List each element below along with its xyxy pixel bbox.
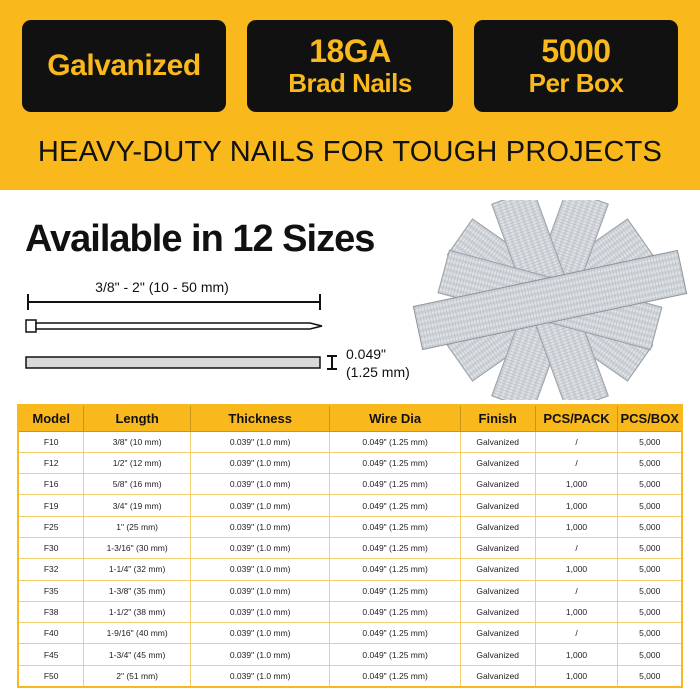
table-cell: 1-3/4" (45 mm) <box>84 644 191 665</box>
table-cell: / <box>535 537 618 558</box>
table-cell: 0.039" (1.0 mm) <box>190 623 330 644</box>
table-row <box>18 580 682 601</box>
badge-gauge-value: 18GA <box>309 33 391 69</box>
table-cell: 0.049" (1.25 mm) <box>330 452 460 473</box>
table-cell: 1-3/16" (30 mm) <box>84 537 191 558</box>
header-banner <box>0 0 700 190</box>
table-cell: F12 <box>18 452 84 473</box>
table-cell: 5,000 <box>618 474 682 495</box>
table-cell: 5,000 <box>618 516 682 537</box>
table-cell: 2" (51 mm) <box>84 665 191 686</box>
badge-gauge-label: Brad Nails <box>288 68 412 98</box>
tagline: HEAVY-DUTY NAILS FOR TOUGH PROJECTS <box>37 136 663 168</box>
table-body <box>18 431 682 687</box>
badge-finish <box>22 20 226 112</box>
table-cell: Galvanized <box>460 601 535 622</box>
table-cell: 0.049" (1.25 mm) <box>330 495 460 516</box>
column-header: Length <box>84 405 191 431</box>
table-cell: F45 <box>18 644 84 665</box>
table-cell: 0.039" (1.0 mm) <box>190 665 330 686</box>
table-cell: 1" (25 mm) <box>84 516 191 537</box>
table-cell: 5,000 <box>618 601 682 622</box>
table-cell: 5,000 <box>618 644 682 665</box>
table-cell: F50 <box>18 665 84 686</box>
table-cell: 0.039" (1.0 mm) <box>190 474 330 495</box>
table-cell: 0.049" (1.25 mm) <box>330 623 460 644</box>
table-cell: 5,000 <box>618 431 682 452</box>
table-cell: 5,000 <box>618 495 682 516</box>
nail-dimension-diagram <box>0 270 420 390</box>
table-cell: Galvanized <box>460 474 535 495</box>
table-row <box>18 644 682 665</box>
table-cell: / <box>535 452 618 473</box>
table-cell: Galvanized <box>460 559 535 580</box>
table-row <box>18 474 682 495</box>
table-row <box>18 665 682 686</box>
wire-dia-mm-label: (1.25 mm) <box>346 364 410 380</box>
specifications-table <box>17 404 683 688</box>
nail-side-view <box>26 320 322 332</box>
table-cell: F19 <box>18 495 84 516</box>
table-cell: 1,000 <box>535 516 618 537</box>
table-cell: Galvanized <box>460 623 535 644</box>
table-cell: 5,000 <box>618 580 682 601</box>
column-header: Wire Dia <box>330 405 460 431</box>
table-row <box>18 495 682 516</box>
table-cell: 5,000 <box>618 665 682 686</box>
table-cell: 0.049" (1.25 mm) <box>330 665 460 686</box>
table-header-row <box>18 405 682 431</box>
table-cell: 5/8" (16 mm) <box>84 474 191 495</box>
table-cell: 0.039" (1.0 mm) <box>190 431 330 452</box>
table-cell: Galvanized <box>460 516 535 537</box>
table-cell: / <box>535 431 618 452</box>
table-row <box>18 537 682 558</box>
badge-quantity <box>474 20 678 112</box>
table-row <box>18 601 682 622</box>
table-cell: 1-3/8" (35 mm) <box>84 580 191 601</box>
table-cell: F38 <box>18 601 84 622</box>
table-cell: 1,000 <box>535 601 618 622</box>
table-cell: 0.049" (1.25 mm) <box>330 431 460 452</box>
table-cell: 0.049" (1.25 mm) <box>330 474 460 495</box>
table-cell: 0.039" (1.0 mm) <box>190 452 330 473</box>
table-cell: / <box>535 623 618 644</box>
table-cell: 0.049" (1.25 mm) <box>330 580 460 601</box>
table-cell: 0.039" (1.0 mm) <box>190 537 330 558</box>
column-header: Thickness <box>190 405 330 431</box>
table-cell: 0.049" (1.25 mm) <box>330 537 460 558</box>
table-cell: / <box>535 580 618 601</box>
column-header: PCS/PACK <box>535 405 618 431</box>
badge-finish-label: Galvanized <box>47 49 201 82</box>
table-cell: 0.039" (1.0 mm) <box>190 516 330 537</box>
table-cell: 1/2" (12 mm) <box>84 452 191 473</box>
table-cell: Galvanized <box>460 495 535 516</box>
badge-gauge <box>247 20 453 112</box>
table-cell: 5,000 <box>618 537 682 558</box>
table-cell: 0.049" (1.25 mm) <box>330 559 460 580</box>
table-row <box>18 431 682 452</box>
table-cell: F40 <box>18 623 84 644</box>
wire-dia-in-label: 0.049" <box>346 346 387 362</box>
table-cell: 5,000 <box>618 623 682 644</box>
table-cell: 0.049" (1.25 mm) <box>330 516 460 537</box>
column-header: Model <box>18 405 84 431</box>
sizes-title: Available in 12 Sizes <box>25 218 375 260</box>
table-cell: 1,000 <box>535 559 618 580</box>
table-cell: 3/8" (10 mm) <box>84 431 191 452</box>
table-cell: 0.049" (1.25 mm) <box>330 601 460 622</box>
column-header: Finish <box>460 405 535 431</box>
table-cell: 1,000 <box>535 644 618 665</box>
table-cell: F30 <box>18 537 84 558</box>
table-cell: 0.039" (1.0 mm) <box>190 580 330 601</box>
table-cell: 1,000 <box>535 665 618 686</box>
table-cell: 3/4" (19 mm) <box>84 495 191 516</box>
table-cell: 0.039" (1.0 mm) <box>190 559 330 580</box>
table-cell: 1-9/16" (40 mm) <box>84 623 191 644</box>
table-cell: Galvanized <box>460 537 535 558</box>
table-row <box>18 516 682 537</box>
table-cell: Galvanized <box>460 431 535 452</box>
table-cell: 1,000 <box>535 474 618 495</box>
table-cell: F25 <box>18 516 84 537</box>
table-row <box>18 623 682 644</box>
table-cell: Galvanized <box>460 644 535 665</box>
table-cell: 0.039" (1.0 mm) <box>190 495 330 516</box>
table-cell: Galvanized <box>460 580 535 601</box>
table-cell: F16 <box>18 474 84 495</box>
table-cell: 0.039" (1.0 mm) <box>190 644 330 665</box>
table-cell: Galvanized <box>460 452 535 473</box>
badge-quantity-value: 5000 <box>541 33 611 69</box>
nail-strips-image <box>408 200 693 400</box>
badge-quantity-label: Per Box <box>528 68 624 98</box>
table-cell: 5,000 <box>618 559 682 580</box>
table-cell: 0.039" (1.0 mm) <box>190 601 330 622</box>
nail-top-view <box>26 357 320 368</box>
table-cell: 5,000 <box>618 452 682 473</box>
table-cell: Galvanized <box>460 665 535 686</box>
table-row <box>18 452 682 473</box>
table-cell: 1-1/2" (38 mm) <box>84 601 191 622</box>
table-cell: 1-1/4" (32 mm) <box>84 559 191 580</box>
table-cell: 0.049" (1.25 mm) <box>330 644 460 665</box>
column-header: PCS/BOX <box>618 405 682 431</box>
table-cell: F35 <box>18 580 84 601</box>
table-cell: F32 <box>18 559 84 580</box>
table-cell: F10 <box>18 431 84 452</box>
table-cell: 1,000 <box>535 495 618 516</box>
table-row <box>18 559 682 580</box>
length-range-label: 3/8" - 2" (10 - 50 mm) <box>95 279 229 295</box>
